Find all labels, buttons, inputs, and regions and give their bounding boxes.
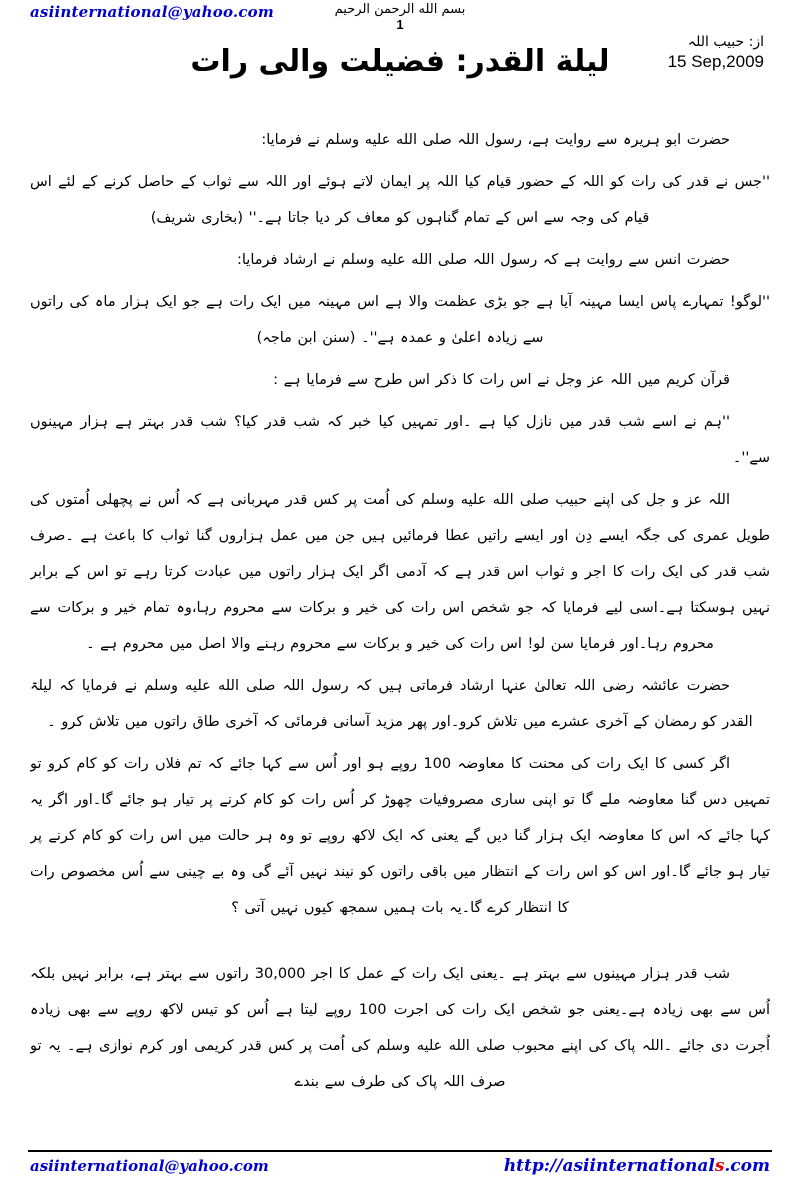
- date-line: 15 Sep,2009: [667, 52, 764, 71]
- footer-url-link[interactable]: [504, 1156, 770, 1176]
- document-body: [30, 122, 770, 1148]
- footer-url-suffix: .com: [724, 1156, 770, 1176]
- footer-url-highlight: s: [714, 1156, 725, 1176]
- header-email-link[interactable]: asiinternational@yahoo.com: [30, 3, 274, 21]
- paragraph: اگر کسی کا ایک رات کی محنت کا معاوضہ 100 روپے ہو اور اُس سے کہا جائے کہ تم فلاں رات کو کام کرو تو تمہیں دس گنا معاوضہ ملے گا تو اپنی ساری مصروفیات چھوڑ کر اُس رات کو کام کرنے پر تیار ہو جائے گا۔اور اگر یہ کہا جائے کہ اس کا معاوضہ ایک ہزار گنا دیں گے یعنی کہ ایک لاکھ روپے تو وہ ہر حالت میں اس رات کو کام کرنے پر تیار ہو جائے گا۔اور اس کو اس رات کے انتظار میں باقی راتوں کو نیند نہیں آئے گی وہ بے چینی سے اُس مخصوص رات کا انتظار کرے گا۔یہ بات ہمیں سمجھ کیوں نہیں آتی ؟: [30, 756, 770, 916]
- paragraph: ''لوگو! تمہارے پاس ایسا مہینہ آیا ہے جو بڑی عظمت والا ہے اس مہینہ میں ایک رات ہے جو ایک ہزار ماہ کی راتوں سے زیادہ اعلیٰ و عمدہ ہے''۔ (سنن ابن ماجہ): [30, 294, 770, 346]
- paragraph: ''جس نے قدر کی رات کو اللہ کے حضور قیام کیا اللہ پر ایمان لاتے ہوئے اور اللہ سے ثواب کے حاصل کرنے کے لئے اس قیام کی وجہ سے اس کے تمام گناہوں کو معاف کر دیا جاتا ہے۔'' (بخاری شریف): [30, 174, 770, 226]
- page-number: 1: [396, 17, 404, 32]
- footer-email-link[interactable]: asiinternational@yahoo.com: [30, 1157, 269, 1175]
- page-title: لیلة القدر: فضیلت والی رات: [190, 44, 610, 79]
- paragraph: شب قدر ہزار مہینوں سے بہتر ہے ۔یعنی ایک رات کے عمل کا اجر 30,000 راتوں سے بہتر ہے، برابر نہیں بلکہ اُس سے بھی زیادہ ہے۔یعنی جو شخص ایک رات کی اجرت 100 روپے لیتا ہے اُس کو تیس لاکھ روپے سے بھی زیادہ اُجرت دی جائے ۔اللہ پاک کی اپنے محبوب صلى الله عليه وسلم کی اُمت پر کس قدر کریمی اور کرم نوازی ہے۔ یہ تو صرف اللہ پاک کی طرف سے بندے: [30, 966, 770, 1090]
- paragraph: ''ہم نے اسے شب قدر میں نازل کیا ہے ۔اور تمہیں کیا خبر کہ شب قدر کیا؟ شب قدر بہتر ہے ہزار مہینوں سے''۔: [30, 414, 770, 466]
- footer-divider: [28, 1150, 772, 1152]
- footer-url-prefix: http://asiinternational: [503, 1156, 715, 1176]
- bismillah-text: بسم الله الرحمن الرحيم: [334, 2, 466, 17]
- paragraph: حضرت عائشہ رضی اللہ تعالیٰ عنہا ارشاد فرماتی ہیں کہ رسول اللہ صلى الله عليه وسلم نے فرمایا کہ لیلۃ القدر کو رمضان کے آخری عشرے میں تلاش کرو۔اور پھر مزید آسانی فرمائی کہ آخری طاق راتوں میں تلاش کرو ۔: [30, 678, 753, 730]
- paragraph: حضرت انس سے روایت ہے کہ رسول اللہ صلى الله عليه وسلم نے ارشاد فرمایا:: [237, 252, 730, 268]
- paragraph: حضرت ابو ہریرہ سے روایت ہے، رسول اللہ صلى الله عليه وسلم نے فرمایا:: [261, 132, 730, 148]
- paragraph: اللہ عز و جل کی اپنے حبیب صلى الله عليه وسلم کی اُمت پر کس قدر مہربانی ہے کہ اُس نے پچھلی اُمتوں کی طویل عمری کی جگہ ایسے دِن اور ایسے راتیں عطا فرمائیں ہیں جن میں عمل ہزاروں گنا ثواب کا باعث ہے ۔صرف شب قدر کی ایک رات کا اجر و ثواب اس قدر ہے کہ آدمی اگر ایک ہزار راتوں میں عبادت کرتا رہے تو اس کے برابر نہیں ہوسکتا ہے۔اسی لیے فرمایا کہ جو شخص اس رات کی خیر و برکات سے محروم رہا،وہ تمام خیر و برکات سے محروم رہا۔اور فرمایا سن لو! اس رات کی خیر و برکات سے محروم رہنے والا اصل میں محروم ہے ۔: [30, 492, 770, 652]
- paragraph: قرآن کریم میں اللہ عز وجل نے اس رات کا ذکر اس طرح سے فرمایا ہے :: [273, 372, 730, 388]
- author-line: از: حبیب اللہ: [687, 34, 764, 50]
